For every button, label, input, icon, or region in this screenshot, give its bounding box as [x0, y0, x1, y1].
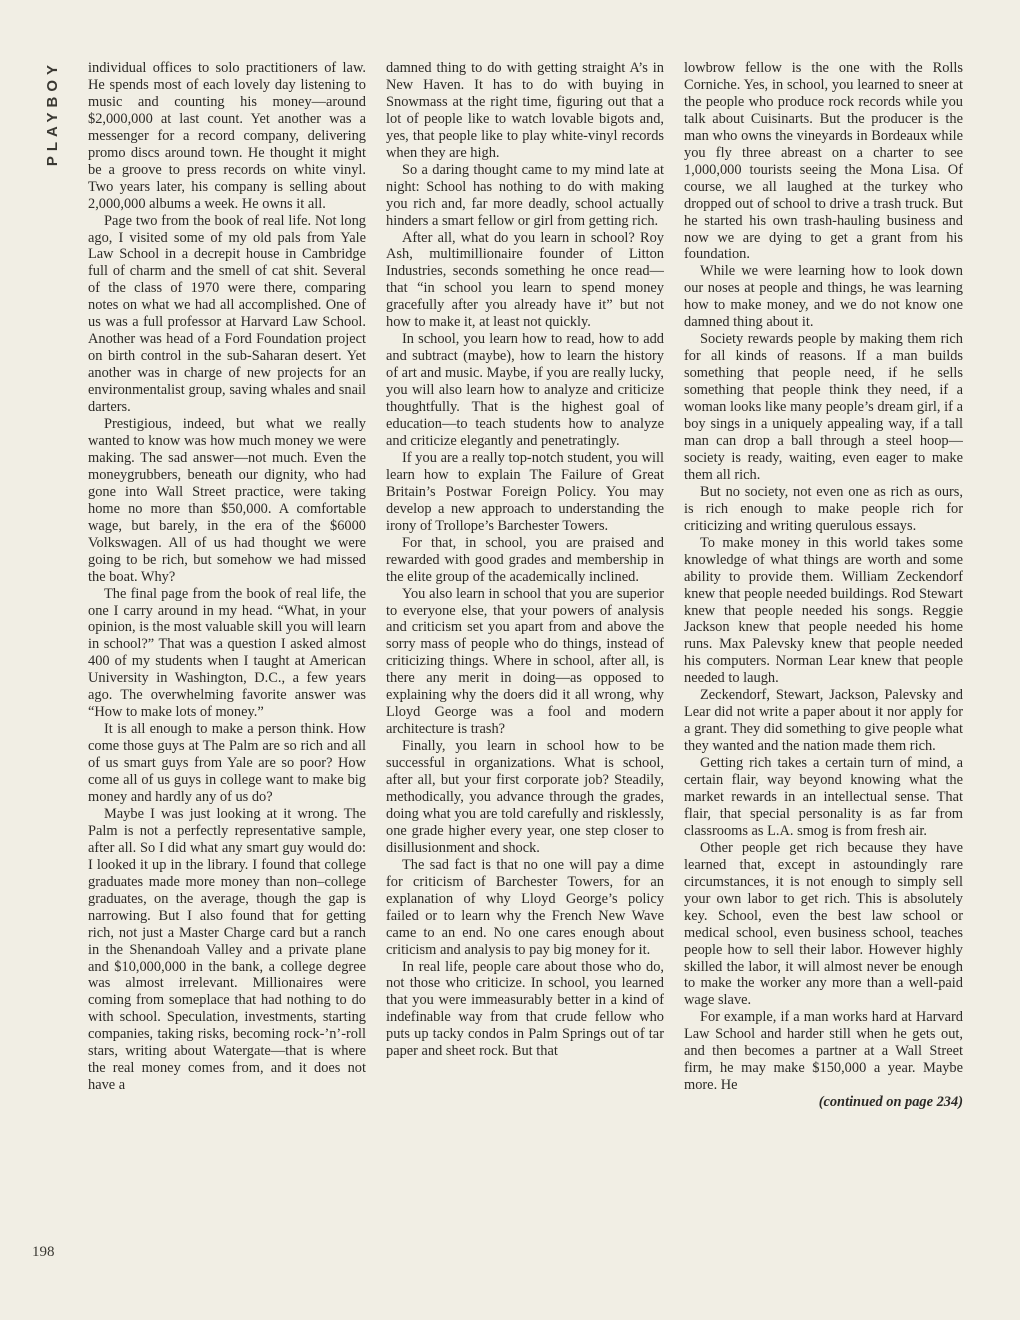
magazine-label: PLAYBOY	[44, 60, 61, 167]
paragraph: In school, you learn how to read, how to add and subtract (maybe), how to learn the history of art and music. Maybe, if you are really lucky, you will also learn how to analyze and criticize thoughtfully. That is the highest goal of education—to teach students how to analyze and criticize elegantly and penetratingly.	[386, 331, 664, 449]
paragraph: The final page from the book of real life, the one I carry around in my head. “What, in your opinion, is the most valuable skill you will learn in school?” That was a question I asked almost 400 of my students when I taught at American University in Washington, D.C., a few years ago. The overwhelming favorite answer was “How to make lots of money.”	[88, 585, 366, 721]
paragraph: Finally, you learn in school how to be successful in organizations. What is school, after all, but your first corporate job? Steadily, methodically, you advance through the grades, doing what you are told carefully and risklessly, one grade higher every year, one step closer to disillusionment and shock.	[386, 738, 664, 856]
paragraph: Society rewards people by making them rich for all kinds of reasons. If a man builds something that people need, if he sells something that people think they need, if a woman looks like many people’s dream girl, if a boy sings in a uniquely appealing way, if a tall man can drop a ball through a steel hoop—society is ready, waiting, even eager to make them all rich.	[684, 331, 963, 483]
paragraph: While we were learning how to look down our noses at people and things, he was learning how to make money, and we do not know one damned thing about it.	[684, 263, 963, 331]
paragraph: Getting rich takes a certain turn of mind, a certain flair, way beyond knowing what the market rewards in an intellectual sense. That flair, that special personality is as far from classrooms as L.A. smog is from fresh air.	[684, 755, 963, 839]
paragraph: For that, in school, you are praised and rewarded with good grades and membership in the elite group of the academically inclined.	[386, 534, 664, 585]
paragraph: For example, if a man works hard at Harvard Law School and harder still when he gets out, and then becomes a partner at a Wall Street firm, he may make $150,000 a year. Maybe more. He	[684, 1009, 963, 1094]
paragraph: lowbrow fellow is the one with the Rolls Corniche. Yes, in school, you learned to sneer at the people who produce rock records while you talk about Cuisinarts. But the producer is the man who owns the vineyards in Bordeaux while you fly three abreast on a charter to see 1,000,000 tourists seeing the Mona Lisa. Of course, we all laughed at the turkey who dropped out of school to drive a trash truck. But he started his own trash-hauling business and now we are dying to get a grant from his foundation.	[684, 60, 963, 263]
paragraph: In real life, people care about those who do, not those who criticize. In school, you learned that you were immeasurably better in a kind of indefinable way from that crude fellow who puts up tacky condos in Palm Springs out of tar paper and sheet rock. But that	[386, 958, 664, 1060]
paragraph: But no society, not even one as rich as ours, is rich enough to make people rich for criticizing and writing querulous essays.	[684, 483, 963, 534]
paragraph: The sad fact is that no one will pay a dime for criticism of Barchester Towers, for an explanation of why Lloyd George’s policy failed or to learn why the French New Wave came to an end. No one cares enough about criticism and analysis to pay big money for it.	[386, 856, 664, 958]
paragraph: Page two from the book of real life. Not long ago, I visited some of my old pals from Yale Law School in a decrepit house in Cambridge full of charm and the smell of cat shit. Several of the class of 1970 were there, comparing notes on what we had all accomplished. One of us was a full professor at Harvard Law School. Another was head of a Ford Foundation project on birth control in the sub-Saharan desert. Yet another was in charge of new projects for an environmentalist group, saving whales and snail darters.	[88, 212, 366, 416]
paragraph: individual offices to solo practitioners of law. He spends most of each lovely day listening to music and counting his money—around $2,000,000 at last count. Yet another was a messenger for a record company, delivering promo discs around town. He thought it might be a groove to press records on white vinyl. Two years later, his company is selling about 2,000,000 albums a week. He owns it all.	[88, 60, 366, 212]
paragraph: Zeckendorf, Stewart, Jackson, Palevsky and Lear did not write a paper about it nor apply for a grant. They did something to give people what they wanted and the nation made them rich.	[684, 687, 963, 755]
article-column-2	[386, 60, 664, 1260]
paragraph: Other people get rich because they have learned that, except in astoundingly rare circumstances, it is not enough to simply sell your own labor to get rich. This is absolutely key. School, even the best law school or medical school, even business school, teaches people how to sell their labor. However highly skilled the labor, it will almost never be enough to make the worker any more than a well-paid wage slave.	[684, 839, 963, 1009]
paragraph: To make money in this world takes some knowledge of what things are worth and some ability to provide them. William Zeckendorf knew that people needed buildings. Rod Stewart knew that people needed his songs. Reggie Jackson knew that people needed his home runs. Max Palevsky knew that people needed his computers. Norman Lear knew that people needed to laugh.	[684, 534, 963, 687]
article-column-3	[684, 60, 963, 1260]
page-number: 198	[32, 1244, 55, 1260]
paragraph: Maybe I was just looking at it wrong. The Palm is not a perfectly representative sample, after all. So I did what any smart guy would do: I looked it up in the library. I found that college graduates made more money than non–college graduates, on the average, though the gap is narrowing. But I also found that for getting rich, not just a Master Charge card but a ranch in the Shenandoah Valley and a private plane and $10,000,000 in the bank, a college degree was almost irrelevant. Millionaires were coming from someplace that had nothing to do with school. Speculation, investments, starting companies, taking risks, becoming rock-’n’-roll stars, writing about Watergate—that is where the real money comes from, and it does not have a	[88, 805, 366, 1094]
paragraph: So a daring thought came to my mind late at night: School has nothing to do with making you rich and, far more deadly, school actually hinders a smart fellow or girl from getting rich.	[386, 161, 664, 229]
paragraph: It is all enough to make a person think. How come those guys at The Palm are so rich and all of us smart guys from Yale are so poor? How come all of us guys in college want to make big money and hardly any of us do?	[88, 721, 366, 805]
article-column-1	[88, 60, 366, 1260]
paragraph: After all, what do you learn in school? Roy Ash, multimillionaire founder of Litton Industries, seconds something he once read—that “in school you learn to spend money gracefully after you already have it” but not how to make it, at least not quickly.	[386, 229, 664, 331]
paragraph: Prestigious, indeed, but what we really wanted to know was how much money we were making. The sad answer—not much. Even the moneygrubbers, beneath our dignity, who had gone into Wall Street practice, were taking home no more than $50,000. A comfortable wage, but barely, in the era of the $6000 Volkswagen. All of us had thought we were going to be rich, but somehow we had missed the boat. Why?	[88, 416, 366, 585]
continued-on-line: (continued on page 234)	[818, 1094, 963, 1111]
paragraph: If you are a really top-notch student, you will learn how to explain The Failure of Great Britain’s Postwar Foreign Policy. You may develop a new approach to understanding the irony of Trollope’s Barchester Towers.	[386, 449, 664, 534]
paragraph: You also learn in school that you are superior to everyone else, that your powers of analysis and criticism set you apart from and above the sorry mass of people who do things, instead of criticizing things. Where in school, after all, is there any merit in doing—as opposed to explaining why the doers did it all wrong, why Lloyd George was a fool and modern architecture is trash?	[386, 585, 664, 738]
paragraph: damned thing to do with getting straight A’s in New Haven. It has to do with buying in Snowmass at the right time, figuring out that a lot of people like to watch lovable bigots and, yes, that people like to play white-vinyl records when they are high.	[386, 60, 664, 161]
